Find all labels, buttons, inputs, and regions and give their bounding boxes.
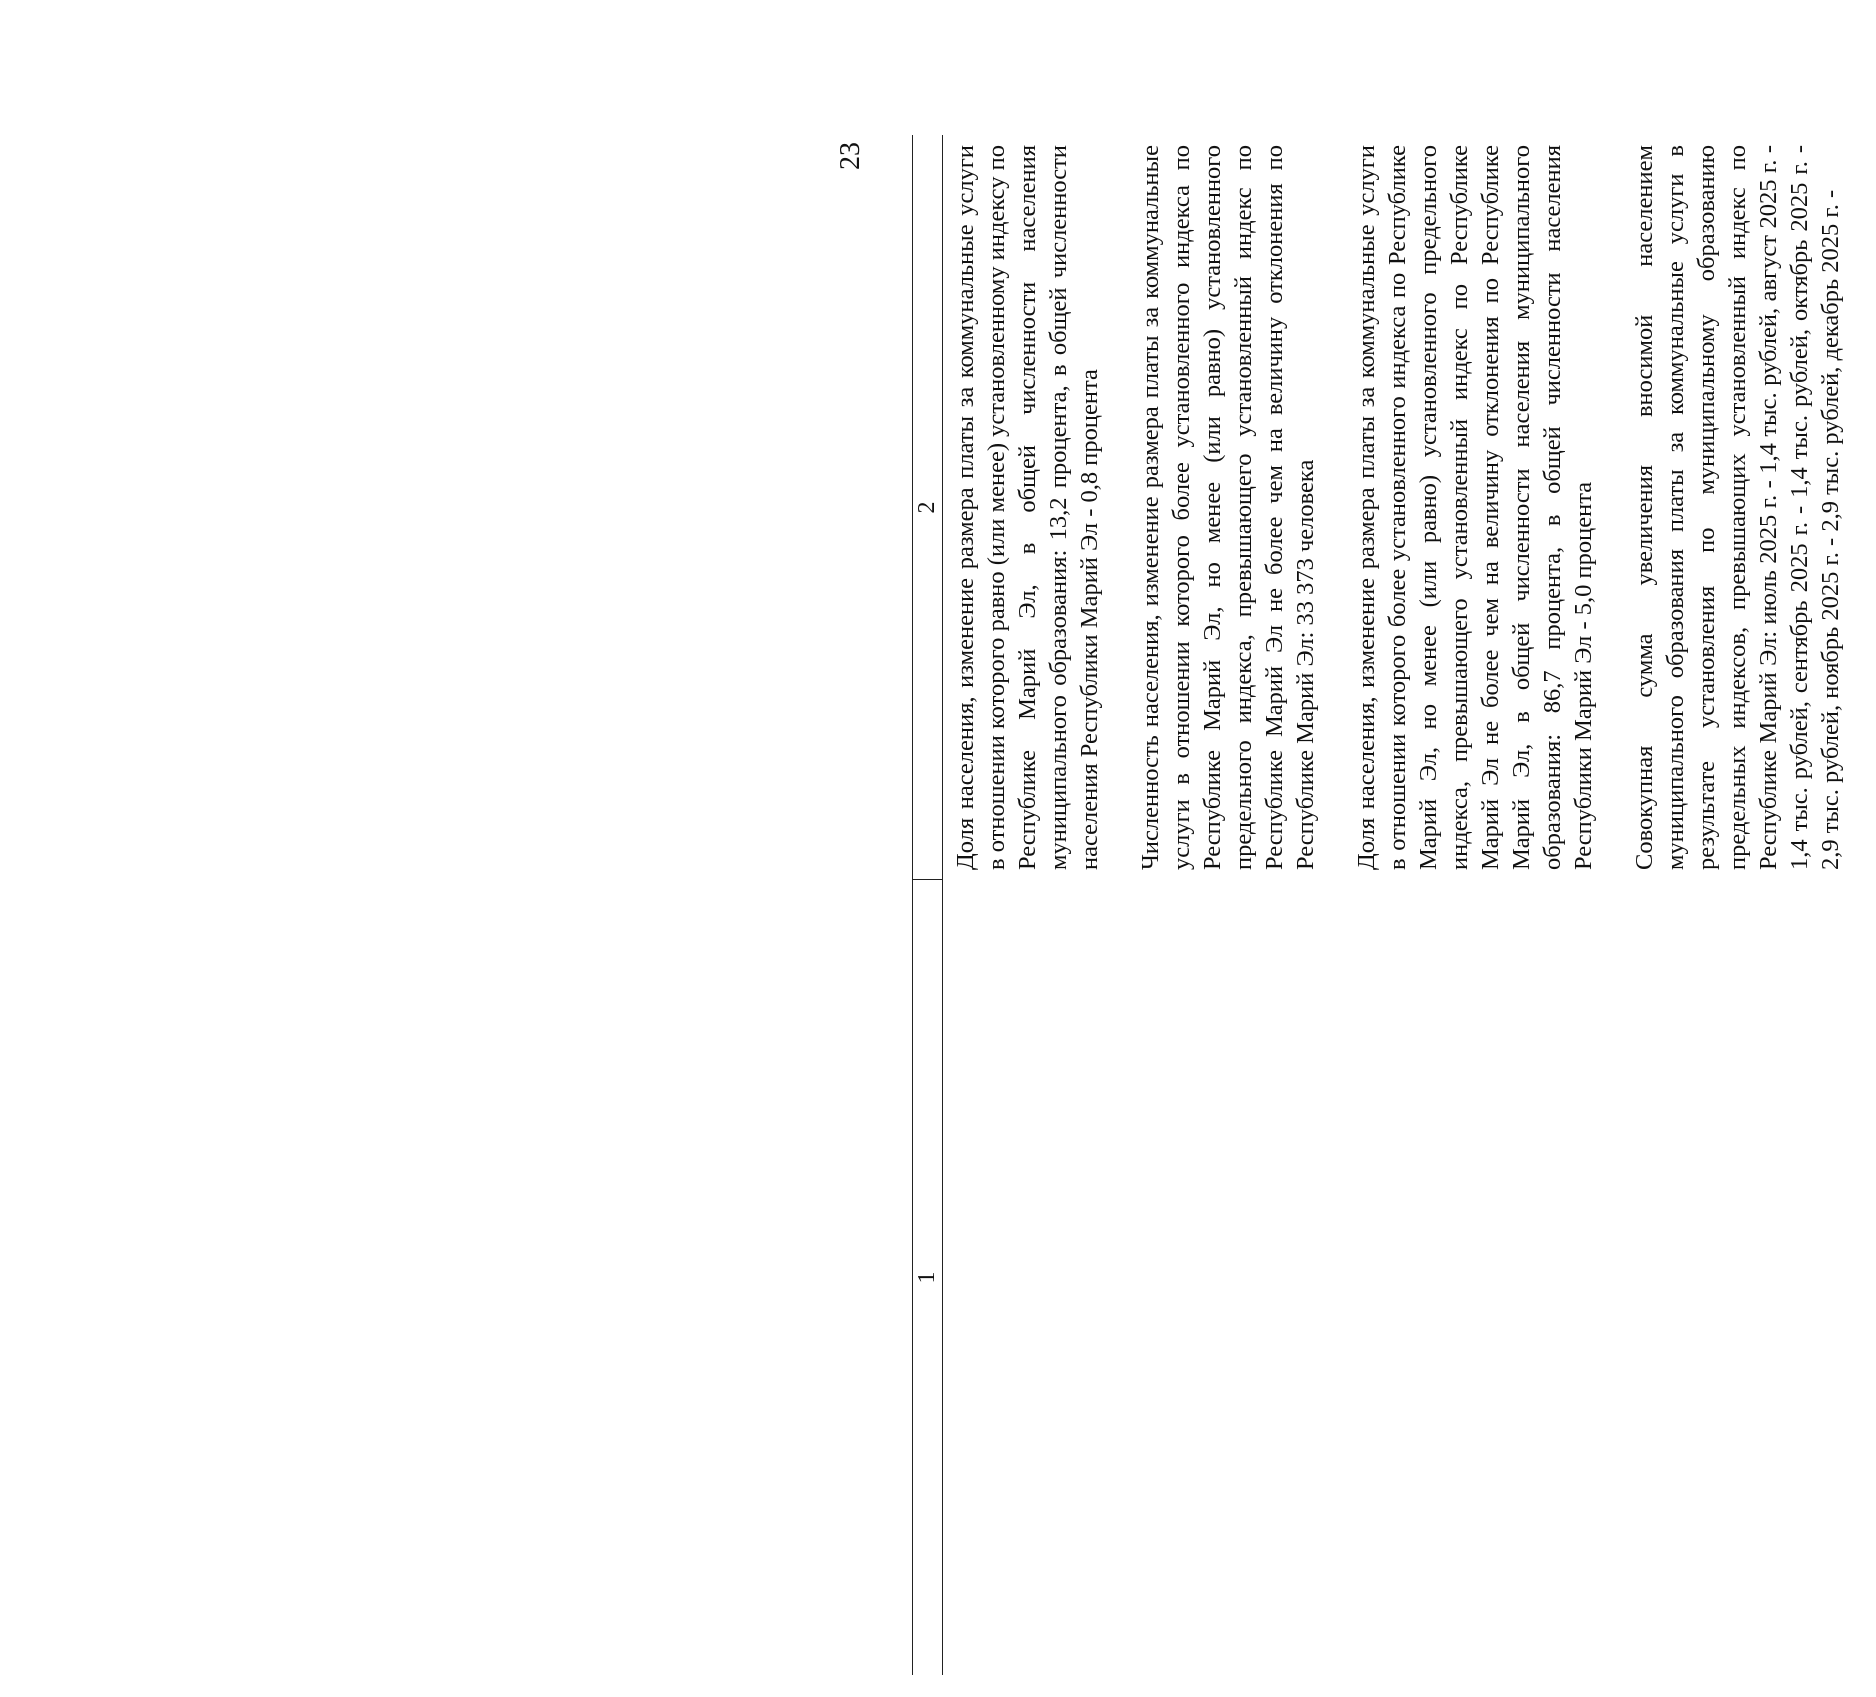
paragraph-population-share-above-index: Доля населения, изменение размера платы за коммунальные услуги в отношении которого более установленного индекса по Республике Марий Эл, но менее (или равно) установленного предельного индекса, превышающего установленный индекс по Республике Марий Эл не более чем на величину отклонения по Республике Марий Эл, в общей численности населения муниципального образования: 86,7 процента, в общей численности населения Республики Марий Эл - 5,0 процента (1353, 145, 1597, 870)
column-2-content (950, 145, 1876, 870)
column-header-2: 2 (914, 501, 940, 514)
paragraph-population-count-above-index: Численность населения, изменение размера платы за коммунальные услуги в отношении которого более установленного индекса по Республике Марий Эл, но менее (или равно) установленного предельного индекса, превышающего установленный индекс по Республике Марий Эл не более чем на величину отклонения по Республике Марий Эл: 33 373 человека (1137, 145, 1319, 870)
rotated-page (835, 135, 1844, 1675)
document-table (850, 135, 1844, 1675)
page-number: 23 (835, 142, 866, 170)
column-header-1: 1 (914, 1271, 940, 1284)
paragraph-total-payment-increase: Совокупная сумма увеличения вносимой населением муниципального образования платы за коммунальные услуги в результате установления по муниципальному образованию предельных индексов, превышающих установленный индекс по Республике Марий Эл: июль 2025 г. - 1,4 тыс. рублей, август 2025 г. - 1,4 тыс. рублей, сентябрь 2025 г. - 1,4 тыс. рублей, октябрь 2025 г. - 2,9 тыс. рублей, ноябрь 2025 г. - 2,9 тыс. рублей, декабрь 2025 г. - (1631, 145, 1844, 870)
table-header-rule (942, 135, 943, 1675)
paragraph-population-share-below-index: Доля населения, изменение размера платы за коммунальные услуги в отношении которого равно (или менее) установленному индексу по Республике Марий Эл, в общей численности населения муниципального образования: 13,2 процента, в общей численности населения Республики Марий Эл - 0,8 процента (952, 145, 1103, 870)
